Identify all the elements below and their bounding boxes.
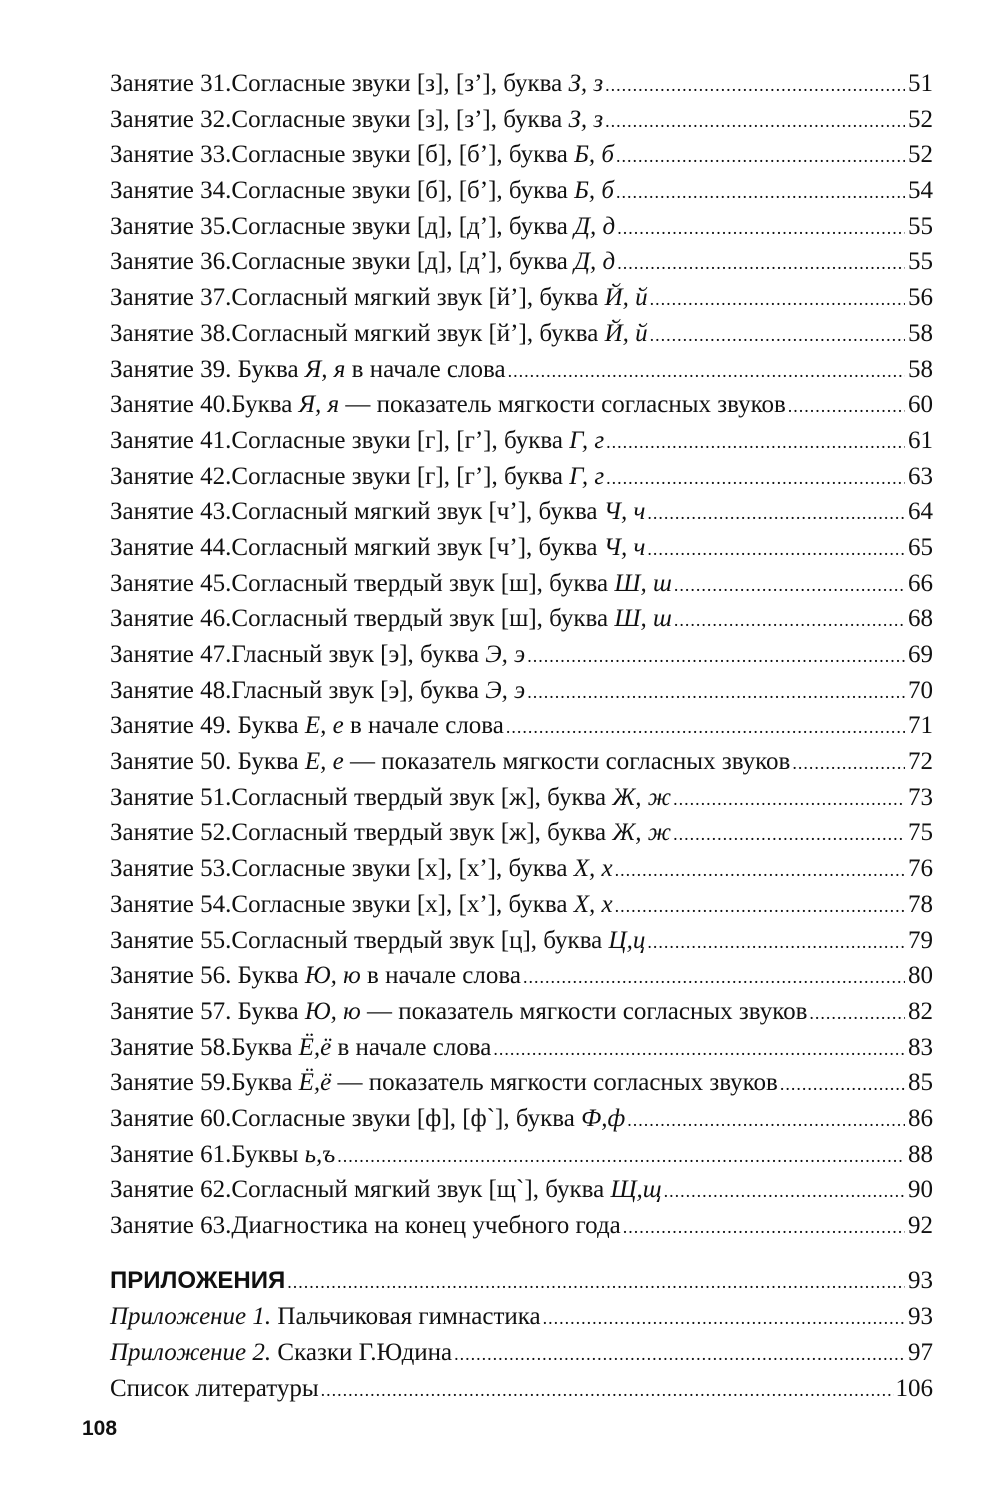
page-number: 86 — [908, 1104, 933, 1132]
toc-row — [110, 1137, 933, 1173]
page-number: 75 — [908, 819, 933, 847]
bibliography-label: Список литературы — [110, 1375, 319, 1402]
toc-row — [110, 1030, 933, 1066]
lesson-letters: Ж, ж — [612, 819, 672, 847]
page-number: 85 — [908, 1069, 933, 1097]
lesson-title — [110, 1208, 621, 1244]
lesson-title — [110, 316, 648, 352]
leader-dots — [664, 1174, 905, 1210]
leader-dots — [673, 782, 905, 818]
lesson-title — [110, 887, 613, 923]
toc-row — [110, 1065, 933, 1101]
lesson-label: Занятие 51.Согласный твердый звук [ж], буква — [110, 783, 613, 811]
toc-row — [110, 459, 933, 495]
lesson-label: Занятие 63.Диагностика на конец учебного года — [110, 1212, 621, 1239]
toc-row — [110, 423, 933, 459]
appendix-name: Приложение 2. — [110, 1339, 272, 1366]
page-number: 60 — [908, 391, 933, 419]
page-number: 66 — [908, 569, 933, 597]
page-number: 82 — [908, 997, 933, 1025]
leader-dots — [623, 1210, 905, 1246]
leader-dots — [615, 889, 905, 925]
appendix-heading: ПРИЛОЖЕНИЯ — [110, 1267, 286, 1294]
lesson-letters: Я, я — [298, 391, 340, 419]
leader-dots — [650, 282, 905, 318]
lesson-label: Занятие 61.Буквы — [110, 1140, 305, 1168]
page-number: 92 — [908, 1212, 933, 1239]
lesson-letters: Д, д — [574, 212, 616, 240]
lesson-label: Занятие 38.Согласный мягкий звук [й’], буква — [110, 319, 605, 347]
lesson-title — [110, 209, 615, 245]
toc-row — [110, 958, 933, 994]
page-number: 88 — [908, 1140, 933, 1168]
lesson-title — [110, 280, 648, 316]
leader-dots — [647, 496, 905, 532]
lesson-label: Занятие 33.Согласные звуки [б], [б’], буква — [110, 141, 575, 169]
lesson-label: Занятие 44.Согласный мягкий звук [ч’], буква — [110, 533, 604, 561]
lesson-title — [110, 744, 790, 780]
lesson-label: Занятие 41.Согласные звуки [г], [г’], буква — [110, 426, 570, 454]
toc-row — [110, 494, 933, 530]
leader-dots — [523, 960, 905, 996]
lesson-label: Занятие 35.Согласные звуки [д], [д’], буква — [110, 212, 575, 240]
page-number: 73 — [908, 783, 933, 811]
lesson-suffix: в начале слова — [360, 962, 521, 990]
page-number: 76 — [908, 855, 933, 883]
lesson-suffix: — показатель мягкости согласных звуков — [331, 1069, 778, 1097]
appendix-row — [110, 1335, 933, 1371]
lesson-letters: Ч, ч — [603, 533, 646, 561]
lesson-letters: Ш, ш — [614, 605, 672, 633]
lesson-label: Занятие 60.Согласные звуки [ф], [ф`], буква — [110, 1104, 582, 1132]
leader-dots — [493, 1032, 905, 1068]
lesson-title — [110, 530, 645, 566]
lesson-title — [110, 994, 807, 1030]
toc-row — [110, 566, 933, 602]
leader-dots — [627, 1103, 905, 1139]
page-number: 63 — [908, 462, 933, 490]
toc-row — [110, 887, 933, 923]
appendix-entry — [110, 1335, 452, 1371]
lesson-letters: Щ,щ — [610, 1176, 662, 1204]
page-number: 52 — [908, 105, 933, 133]
lesson-letters: Г, г — [569, 462, 605, 490]
leader-dots — [527, 675, 905, 711]
lesson-letters: Ц,ц — [608, 926, 646, 954]
toc-row — [110, 708, 933, 744]
page-number: 79 — [908, 926, 933, 954]
toc-row — [110, 102, 933, 138]
lesson-letters: Ё,ё — [298, 1069, 332, 1097]
appendix-heading-row — [110, 1263, 933, 1299]
leader-dots — [605, 68, 905, 104]
lesson-title — [110, 137, 614, 173]
lesson-title — [110, 673, 525, 709]
toc-row — [110, 1172, 933, 1208]
lesson-label: Занятие 40.Буква — [110, 391, 299, 419]
toc-row — [110, 1101, 933, 1137]
lesson-label: Занятие 31.Согласные звуки [з], [з’], буква — [110, 70, 569, 97]
toc-row — [110, 352, 933, 388]
lesson-suffix: — показатель мягкости согласных звуков — [343, 748, 791, 776]
leader-dots — [616, 139, 905, 175]
leader-dots — [673, 817, 905, 853]
bibliography-row — [110, 1371, 933, 1407]
appendix-title: Сказки Г.Юдина — [271, 1339, 453, 1366]
leader-dots — [606, 425, 905, 461]
lesson-label: Занятие 39. Буква — [110, 355, 305, 383]
toc-row — [110, 780, 933, 816]
lesson-letters: Х, х — [573, 890, 613, 918]
lesson-title — [110, 459, 604, 495]
lesson-label: Занятие 53.Согласные звуки [х], [х’], буква — [110, 855, 574, 883]
page-number: 80 — [908, 962, 933, 990]
lesson-letters: Ю, ю — [304, 962, 361, 990]
page-number: 64 — [908, 498, 933, 526]
lesson-suffix: в начале слова — [345, 355, 506, 383]
page-number: 93 — [908, 1303, 933, 1330]
lesson-letters: Ф,ф — [581, 1104, 626, 1132]
lesson-title — [110, 173, 614, 209]
page-number: 93 — [908, 1267, 933, 1294]
toc-row — [110, 209, 933, 245]
leader-dots — [527, 639, 905, 675]
lesson-letters: Б, б — [574, 177, 614, 205]
lesson-letters: Й, й — [604, 284, 648, 312]
lesson-letters: З, з — [568, 105, 604, 133]
lesson-label: Занятие 50. Буква — [110, 748, 305, 776]
page-number: 58 — [908, 319, 933, 347]
leader-dots — [615, 853, 905, 889]
lesson-label: Занятие 59.Буква — [110, 1069, 299, 1097]
lesson-label: Занятие 37.Согласный мягкий звук [й’], буква — [110, 284, 605, 312]
leader-dots — [788, 389, 905, 425]
lesson-title — [110, 423, 604, 459]
lesson-letters: Э, э — [485, 676, 526, 704]
page-number: 61 — [908, 426, 933, 454]
lesson-letters: Ю, ю — [304, 997, 361, 1025]
lesson-title — [110, 601, 672, 637]
lesson-label: Занятие 62.Согласный мягкий звук [щ`], буква — [110, 1176, 611, 1204]
lesson-title — [110, 566, 672, 602]
lesson-letters: Я, я — [304, 355, 346, 383]
leader-dots — [780, 1067, 905, 1103]
toc-row — [110, 923, 933, 959]
lesson-label: Занятие 48.Гласный звук [э], буква — [110, 676, 486, 704]
page-folio: 108 — [82, 1417, 118, 1440]
leader-dots — [792, 746, 905, 782]
lesson-label: Занятие 45.Согласный твердый звук [ш], буква — [110, 569, 615, 597]
toc-row — [110, 815, 933, 851]
appendix-section — [110, 1263, 933, 1407]
leader-dots — [605, 104, 905, 140]
lesson-title — [110, 815, 671, 851]
leader-dots — [606, 461, 905, 497]
lesson-title — [110, 1065, 778, 1101]
lesson-label: Занятие 32.Согласные звуки [з], [з’], буква — [110, 105, 569, 133]
leader-dots — [506, 710, 905, 746]
lesson-label: Занятие 43.Согласный мягкий звук [ч’], буква — [110, 498, 604, 526]
lesson-label: Занятие 46.Согласный твердый звук [ш], буква — [110, 605, 615, 633]
lesson-title — [110, 958, 521, 994]
lesson-title — [110, 780, 671, 816]
toc-row — [110, 137, 933, 173]
toc-row — [110, 387, 933, 423]
leader-dots — [647, 925, 905, 961]
leader-dots — [616, 175, 905, 211]
toc-row — [110, 994, 933, 1030]
toc-row — [110, 601, 933, 637]
lesson-title — [110, 387, 786, 423]
leader-dots — [617, 246, 905, 282]
lesson-title — [110, 244, 615, 280]
lesson-letters: Ё,ё — [298, 1033, 332, 1061]
leader-dots — [617, 211, 905, 247]
page-number: 56 — [908, 284, 933, 312]
lesson-suffix: в начале слова — [343, 712, 504, 740]
lesson-label: Занятие 36.Согласные звуки [д], [д’], буква — [110, 248, 575, 276]
page-number: 52 — [908, 141, 933, 169]
lesson-letters: Б, б — [574, 141, 614, 169]
page-number: 55 — [908, 248, 933, 276]
lesson-title — [110, 708, 504, 744]
page-number: 70 — [908, 676, 933, 704]
appendix-row — [110, 1299, 933, 1335]
lesson-label: Занятие 49. Буква — [110, 712, 305, 740]
lesson-title — [110, 66, 603, 102]
lesson-letters: Ш, ш — [614, 569, 672, 597]
toc-row — [110, 66, 933, 102]
lesson-title — [110, 352, 506, 388]
toc-row — [110, 173, 933, 209]
lesson-label: Занятие 58.Буква — [110, 1033, 299, 1061]
lesson-label: Занятие 34.Согласные звуки [б], [б’], буква — [110, 177, 575, 205]
table-of-contents — [110, 66, 933, 1244]
page-number: 69 — [908, 641, 933, 668]
lesson-title — [110, 923, 645, 959]
toc-row — [110, 316, 933, 352]
leader-dots — [454, 1336, 905, 1372]
lesson-label: Занятие 55.Согласный твердый звук [ц], буква — [110, 926, 609, 954]
lesson-letters: Х, х — [573, 855, 613, 883]
page-number: 106 — [895, 1375, 933, 1402]
page-number: 55 — [908, 212, 933, 240]
lesson-title — [110, 851, 613, 887]
lesson-letters: Е, е — [304, 712, 344, 740]
lesson-letters: Д, д — [574, 248, 616, 276]
toc-row — [110, 637, 933, 673]
leader-dots — [809, 996, 905, 1032]
page-number: 71 — [908, 712, 933, 740]
lesson-title — [110, 637, 525, 673]
appendix-title: Пальчиковая гимнастика — [271, 1303, 541, 1330]
page-number: 58 — [908, 355, 933, 383]
page-number: 65 — [908, 533, 933, 561]
lesson-label: Занятие 57. Буква — [110, 997, 305, 1025]
lesson-letters: Ч, ч — [603, 498, 646, 526]
lesson-suffix: в начале слова — [331, 1033, 492, 1061]
leader-dots — [337, 1139, 905, 1175]
lesson-letters: Ж, ж — [612, 783, 672, 811]
leader-dots — [650, 318, 905, 354]
lesson-label: Занятие 47.Гласный звук [э], буква — [110, 641, 486, 668]
lesson-suffix: — показатель мягкости согласных звуков — [360, 997, 808, 1025]
toc-row — [110, 1208, 933, 1244]
lesson-title — [110, 1172, 662, 1208]
page-number: 78 — [908, 890, 933, 918]
leader-dots — [647, 532, 905, 568]
lesson-letters: Э, э — [485, 641, 526, 668]
page-number: 97 — [908, 1339, 933, 1366]
lesson-label: Занятие 56. Буква — [110, 962, 305, 990]
lesson-label: Занятие 42.Согласные звуки [г], [г’], буква — [110, 462, 570, 490]
page-number: 51 — [908, 70, 933, 97]
lesson-label: Занятие 54.Согласные звуки [х], [х’], буква — [110, 890, 574, 918]
leader-dots — [287, 1264, 905, 1300]
leader-dots — [543, 1300, 905, 1336]
toc-row — [110, 530, 933, 566]
lesson-suffix: — показатель мягкости согласных звуков — [339, 391, 786, 419]
leader-dots — [508, 354, 905, 390]
appendix-entry — [110, 1299, 541, 1335]
lesson-letters: Й, й — [604, 319, 648, 347]
toc-row — [110, 744, 933, 780]
leader-dots — [321, 1372, 894, 1408]
leader-dots — [674, 603, 905, 639]
lesson-letters: З, з — [568, 70, 604, 97]
lesson-title — [110, 102, 603, 138]
page-number: 83 — [908, 1033, 933, 1061]
toc-row — [110, 851, 933, 887]
toc-row — [110, 244, 933, 280]
toc-row — [110, 280, 933, 316]
lesson-letters: Е, е — [304, 748, 344, 776]
page-number: 72 — [908, 748, 933, 776]
page-number: 68 — [908, 605, 933, 633]
lesson-title — [110, 1101, 625, 1137]
lesson-letters: Г, г — [569, 426, 605, 454]
lesson-letters: ь,ъ — [304, 1140, 336, 1168]
toc-row — [110, 673, 933, 709]
leader-dots — [674, 568, 905, 604]
lesson-title — [110, 1030, 491, 1066]
appendix-name: Приложение 1. — [110, 1303, 272, 1330]
page-number: 54 — [908, 177, 933, 205]
lesson-title — [110, 1137, 335, 1173]
page-number: 90 — [908, 1176, 933, 1204]
lesson-label: Занятие 52.Согласный твердый звук [ж], буква — [110, 819, 613, 847]
lesson-title — [110, 494, 645, 530]
